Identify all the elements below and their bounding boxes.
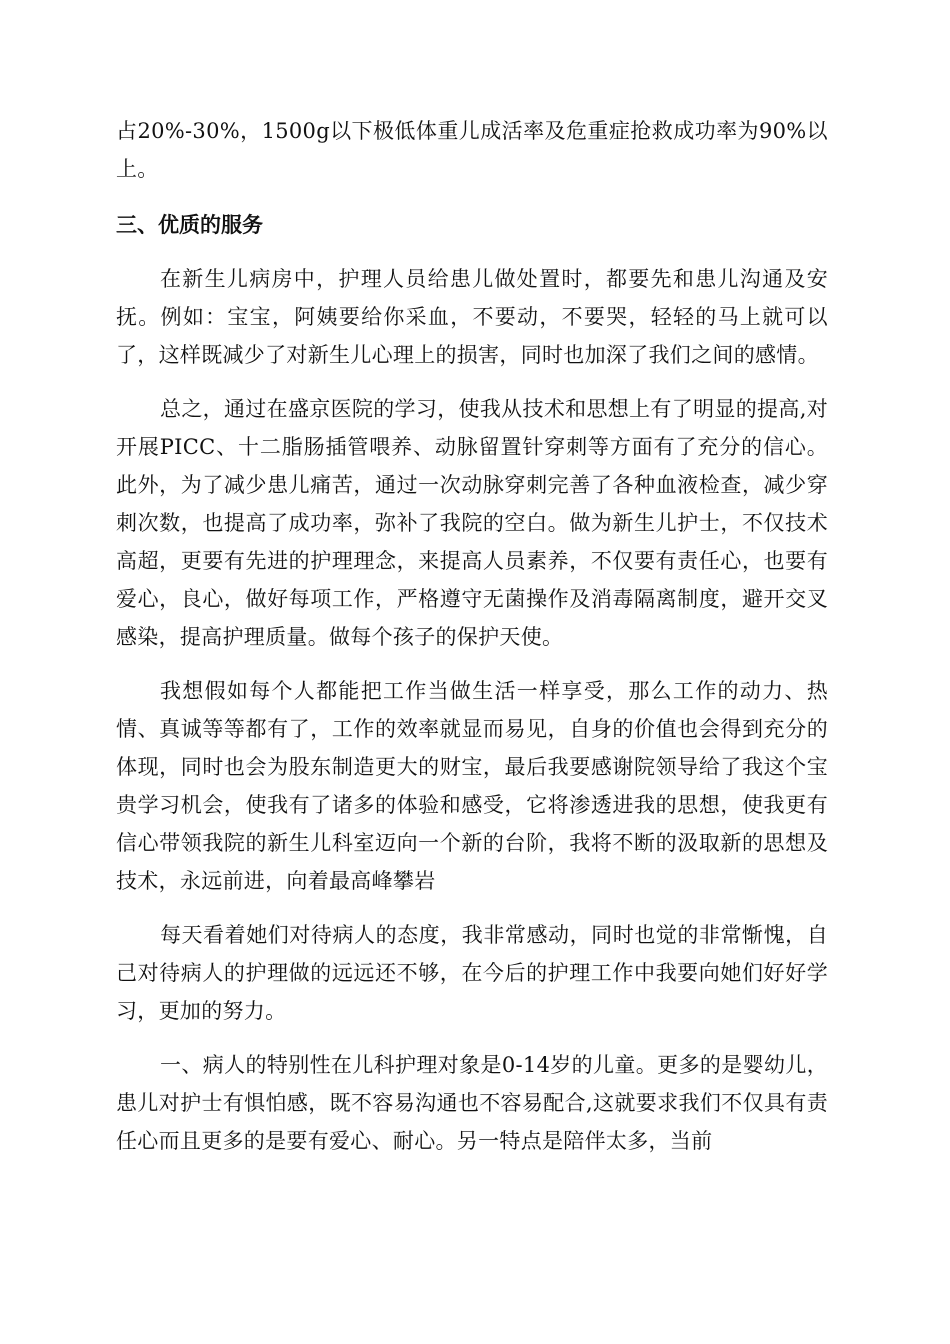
paragraph-patient-specifics: 一、病人的特别性在儿科护理对象是0-14岁的儿童。更多的是婴幼儿，患儿对护士有惧怕感，既不容易沟通也不容易配合,这就要求我们不仅具有责任心而且更多的是要有爱心、耐心。另一特点是陪伴太多，当前 — [116, 1053, 828, 1153]
paragraph-communication: 在新生儿病房中，护理人员给患儿做处置时，都要先和患儿沟通及安抚。例如：宝宝，阿姨要给你采血，不要动，不要哭，轻轻的马上就可以了，这样既减少了对新生儿心理上的损害，同时也加深了我们之间的感情。 — [116, 267, 828, 367]
paragraph-attitude: 每天看着她们对待病人的态度，我非常感动，同时也觉的非常惭愧，自己对待病人的护理做的远远还不够，在今后的护理工作中我要向她们好好学习，更加的努力。 — [116, 923, 828, 1023]
paragraph-summary: 总之，通过在盛京医院的学习，使我从技术和思想上有了明显的提高,对开展PICC、十二脂肠插管喂养、动脉留置针穿刺等方面有了充分的信心。此外，为了减少患儿痛苦，通过一次动脉穿刺完善了各种血液检查，减少穿刺次数，也提高了成功率，弥补了我院的空白。做为新生儿护士，不仅技术高超，更要有先进的护理理念，来提高人员素养，不仅要有责任心，也要有爱心，良心，做好每项工作，严格遵守无菌操作及消毒隔离制度，避开交叉感染，提高护理质量。做每个孩子的保护天使。 — [116, 397, 828, 649]
paragraph-reflection: 我想假如每个人都能把工作当做生活一样享受，那么工作的动力、热情、真诚等等都有了，工作的效率就显而易见，自身的价值也会得到充分的体现，同时也会为股东制造更大的财宝，最后我要感谢院领导给了我这个宝贵学习机会，使我有了诸多的体验和感受，它将渗透进我的思想，使我更有信心带领我院的新生儿科室迈向一个新的台阶，我将不断的汲取新的思想及技术，永远前进，向着最高峰攀岩 — [116, 679, 828, 893]
paragraph-continued: 占20%-30%，1500g以下极低体重儿成活率及危重症抢救成功率为90%以上。 — [116, 119, 828, 181]
section-heading-quality-service: 三、优质的服务 — [116, 213, 263, 237]
